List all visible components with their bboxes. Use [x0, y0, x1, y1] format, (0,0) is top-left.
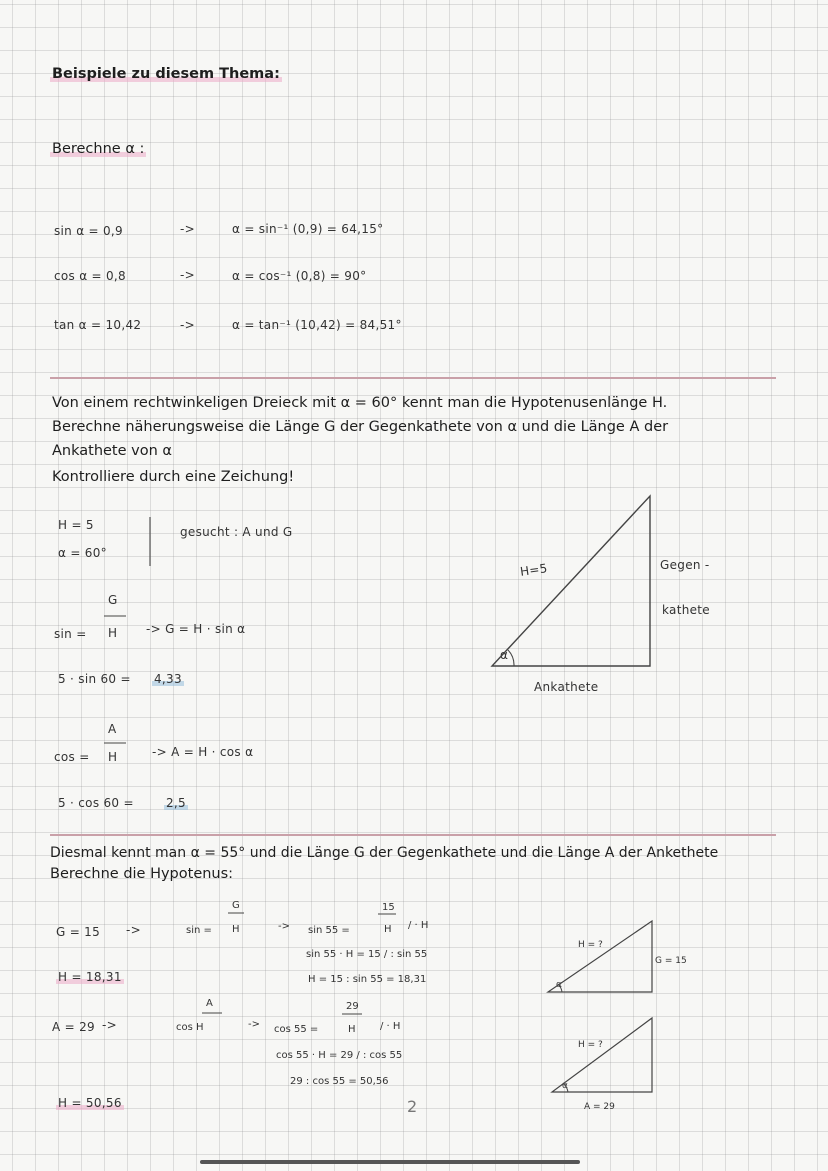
small-tri2-angle: α [562, 1081, 568, 1091]
task2-wanted: gesucht : A und G [180, 525, 293, 539]
task3-g-given: G = 15 [56, 925, 101, 939]
small-triangle-1 [548, 921, 652, 992]
task2-line1: Von einem rechtwinkeligen Dreieck mit α = 60° kennt man die Hypotenusenlänge H. [52, 395, 668, 411]
task3-cos-num: A [206, 998, 213, 1009]
task3-step-sin2: sin 55 · H = 15 / : sin 55 [306, 949, 428, 960]
small-tri2-hyp: H = ? [578, 1040, 603, 1050]
task1-row1-arrow: -> [180, 222, 195, 236]
small-triangle-2 [552, 1018, 652, 1092]
task3-a-given: A = 29 [52, 1020, 95, 1034]
task3-step-sin1-num: 15 [382, 902, 395, 913]
task3-step-cos3: 29 : cos 55 = 50,56 [290, 1076, 389, 1087]
triangle-opp-label1: Gegen - [660, 558, 710, 572]
task2-line4: Kontrolliere durch eine Zeichung! [52, 469, 295, 485]
task2-line2: Berechne näherungsweise die Länge G der Gegenkathete von α und die Länge A der [52, 419, 669, 435]
task2-sin-label: sin = [54, 627, 87, 641]
task3-step-cos1: cos 55 = [274, 1024, 319, 1035]
task1-row3-result: α = tan⁻¹ (10,42) = 84,51° [232, 318, 402, 332]
page-number: 2 [407, 1097, 418, 1116]
task2-sin-den: H [108, 626, 118, 640]
task3-sin-label: sin = [186, 925, 212, 936]
task3-step-sin1: sin 55 = [308, 925, 350, 936]
task1-row3-given: tan α = 10,42 [54, 318, 142, 332]
task2-sin-result: -> G = H · sin α [146, 622, 246, 636]
task3-step-cos1-den: H [348, 1024, 356, 1035]
task1-row3-arrow: -> [180, 318, 195, 332]
g-value-text: 4,33 [154, 672, 182, 686]
task2-cos-result: -> A = H · cos α [152, 745, 254, 759]
task3-cos-label: cos H [176, 1022, 204, 1033]
h-result1-text: H = 18,31 [58, 970, 122, 984]
task2-calc-g: 5 · sin 60 = [58, 672, 131, 686]
task3-sin-num: G [232, 900, 240, 911]
task2-cos-label: cos = [54, 750, 90, 764]
a-value-text: 2,5 [166, 796, 186, 810]
task1-row2-given: cos α = 0,8 [54, 269, 126, 283]
bottom-bar [200, 1160, 580, 1164]
task2-sin-num: G [108, 593, 118, 607]
task2-cos-num: A [108, 722, 117, 736]
small-triangle-1-arc [558, 984, 562, 992]
task3-step-sin1-den: H [384, 924, 392, 935]
task3-arrow2: -> [278, 921, 290, 932]
task3-arrow1: -> [126, 923, 141, 937]
task3-sin-den: H [232, 924, 240, 935]
triangle-angle-label: α [500, 648, 509, 662]
task3-step-sin3: H = 15 : sin 55 = 18,31 [308, 974, 427, 985]
small-tri2-adj: A = 29 [584, 1102, 615, 1112]
task2-given-alpha: α = 60° [58, 546, 107, 560]
small-tri1-hyp: H = ? [578, 940, 603, 950]
task3-step-sin1-op: / · H [408, 920, 429, 931]
task2-cos-den: H [108, 750, 118, 764]
task1-heading-text: Berechne α : [52, 141, 145, 157]
task3-arrow4: -> [248, 1019, 260, 1030]
task3-step-cos1-num: 29 [346, 1001, 359, 1012]
task1-row1-result: α = sin⁻¹ (0,9) = 64,15° [232, 222, 384, 236]
task3-step-cos2: cos 55 · H = 29 / : cos 55 [276, 1050, 403, 1061]
task2-given-h: H = 5 [58, 518, 94, 532]
triangle-adj-label: Ankathete [534, 680, 599, 694]
small-tri1-opp: G = 15 [655, 956, 687, 966]
triangle-opp-label2: kathete [662, 603, 710, 617]
task1-row2-arrow: -> [180, 268, 195, 282]
task3-arrow3: -> [102, 1018, 117, 1032]
title-text: Beispiele zu diesem Thema: [52, 66, 280, 82]
task1-row1-given: sin α = 0,9 [54, 224, 123, 238]
big-triangle-angle-arc [508, 650, 514, 666]
small-triangle-2-arc [563, 1083, 568, 1092]
task3-line2: Berechne die Hypotenus: [50, 866, 234, 882]
task2-calc-a: 5 · cos 60 = [58, 796, 134, 810]
task1-row2-result: α = cos⁻¹ (0,8) = 90° [232, 269, 367, 283]
h-result2-text: H = 50,56 [58, 1096, 122, 1110]
task2-line3: Ankathete von α [52, 443, 172, 459]
task3-step-cos1-op: / · H [380, 1021, 401, 1032]
triangle-hyp-label: H=5 [519, 561, 549, 579]
task3-line1: Diesmal kennt man α = 55° und die Länge G der Gegenkathete und die Länge A der Ankethete [50, 845, 719, 861]
big-triangle [492, 496, 650, 666]
small-tri1-angle: α [556, 980, 562, 990]
